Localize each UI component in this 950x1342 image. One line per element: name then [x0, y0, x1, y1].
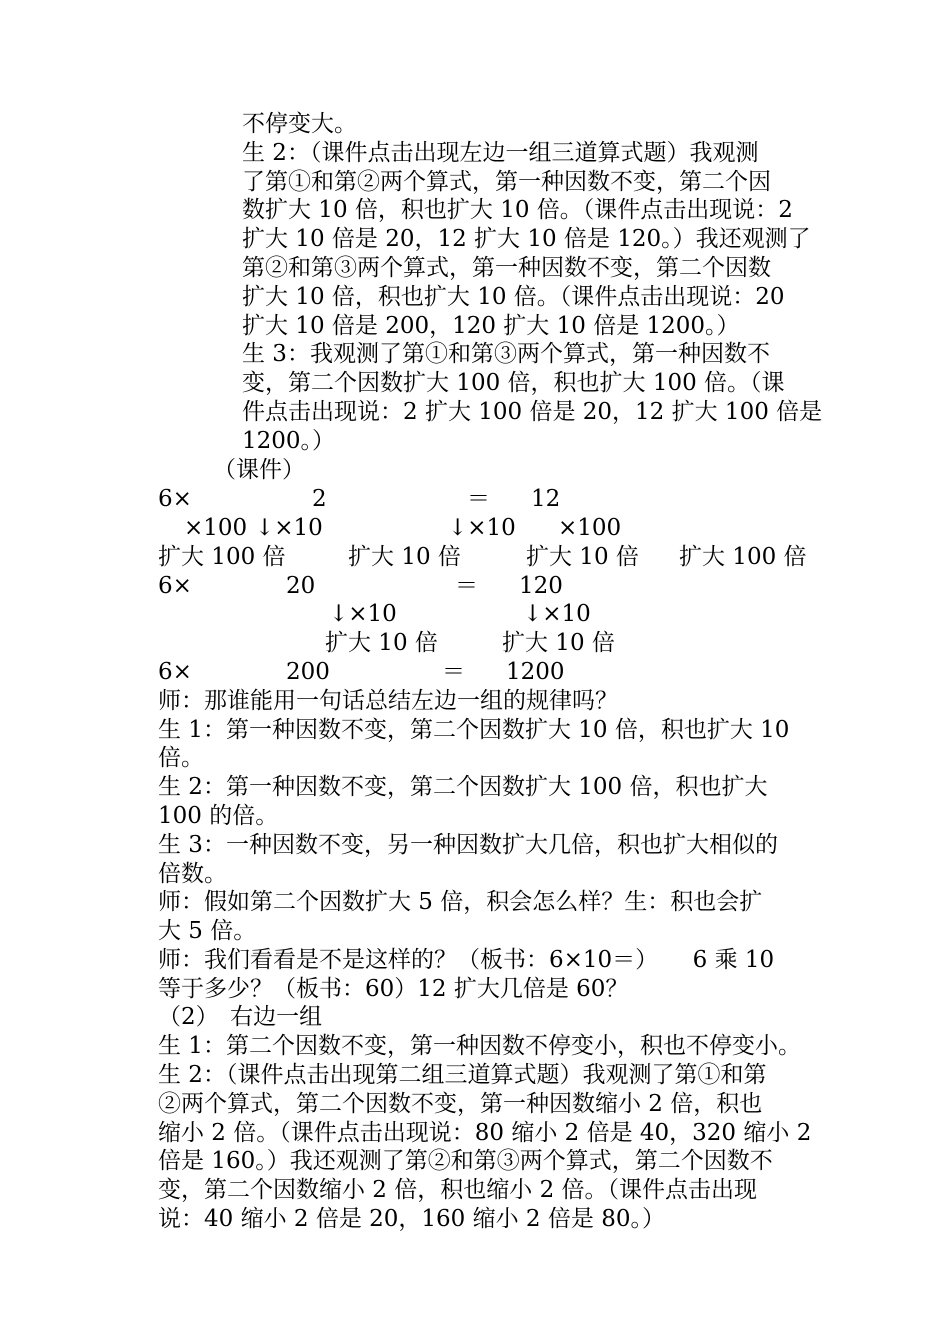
op-left-10: ↓×10	[255, 515, 323, 541]
label2-10x-left: 扩大 10 倍	[325, 630, 438, 656]
text-line: 数扩大 10 倍，积也扩大 10 倍。（课件点击出现说：2	[242, 197, 793, 223]
text-line: 师：我们看看是不是这样的？（板书：6×10＝） 6 乘 10	[158, 947, 775, 973]
text-line: 师：假如第二个因数扩大 5 倍，积会怎么样？生：积也会扩	[158, 889, 763, 915]
eq3-lhs: 6×	[158, 659, 192, 685]
text-line: 倍。	[158, 745, 204, 771]
text-line: 生 1：第一种因数不变，第二个因数扩大 10 倍，积也扩大 10	[158, 717, 790, 743]
text-line: 师：那谁能用一句话总结左边一组的规律吗？	[158, 688, 618, 714]
op2-right: ↓×10	[523, 601, 591, 627]
text-line: 扩大 10 倍是 20，12 扩大 10 倍是 120。）我还观测了	[242, 226, 811, 252]
label-100x-left: 扩大 100 倍	[158, 544, 286, 570]
text-line: 生 3：我观测了第①和第③两个算式，第一种因数不	[242, 341, 770, 367]
eq2-equals: ＝	[455, 573, 478, 599]
text-line: 缩小 2 倍。（课件点击出现说：80 缩小 2 倍是 40，320 缩小 2	[158, 1120, 812, 1146]
label2-10x-right: 扩大 10 倍	[502, 630, 615, 656]
text-line: 变，第二个因数扩大 100 倍，积也扩大 100 倍。（课	[242, 370, 785, 396]
text-line: 说：40 缩小 2 倍是 20，160 缩小 2 倍是 80。）	[158, 1206, 665, 1232]
text-line: 了第①和第②两个算式，第一种因数不变，第二个因	[242, 169, 771, 195]
text-line: 变，第二个因数缩小 2 倍，积也缩小 2 倍。（课件点击出现	[158, 1177, 758, 1203]
section-heading: （2） 右边一组	[158, 1004, 323, 1030]
op-right-10: ↓×10	[448, 515, 516, 541]
eq2-product: 120	[519, 573, 563, 599]
text-line: 扩大 10 倍，积也扩大 10 倍。（课件点击出现说：20	[242, 284, 785, 310]
text-line: 100 的倍。	[158, 803, 279, 829]
op-left-100: ×100	[184, 515, 248, 541]
eq3-product: 1200	[506, 659, 565, 685]
eq1-lhs: 6×	[158, 486, 192, 512]
eq1-product: 12	[531, 486, 561, 512]
eq1-equals: ＝	[467, 486, 490, 512]
text-line: 扩大 10 倍是 200，120 扩大 10 倍是 1200。）	[242, 313, 740, 339]
eq3-factor: 200	[286, 659, 330, 685]
text-line: 第②和第③两个算式，第一种因数不变，第二个因数	[242, 255, 771, 281]
text-line: 等于多少？（板书：60）12 扩大几倍是 60？	[158, 976, 629, 1002]
eq2-factor: 20	[286, 573, 316, 599]
op2-left: ↓×10	[329, 601, 397, 627]
text-line: ②两个算式，第二个因数不变，第一种因数缩小 2 倍，积也	[158, 1091, 763, 1117]
text-line: 1200。）	[242, 428, 336, 454]
text-line: 生 2：（课件点击出现左边一组三道算式题）我观测	[242, 140, 759, 166]
eq3-equals: ＝	[442, 659, 465, 685]
text-line: 生 3：一种因数不变，另一种因数扩大几倍，积也扩大相似的	[158, 832, 778, 858]
eq1-factor: 2	[312, 486, 327, 512]
text-line: 生 2：第一种因数不变，第二个因数扩大 100 倍，积也扩大	[158, 774, 768, 800]
label-10x-left: 扩大 10 倍	[348, 544, 461, 570]
text-line: 生 1：第二个因数不变，第一种因数不停变小，积也不停变小。	[158, 1033, 801, 1059]
label-10x-right: 扩大 10 倍	[526, 544, 639, 570]
text-line: 件点击出现说：2 扩大 100 倍是 20，12 扩大 100 倍是	[242, 399, 823, 425]
label-100x-right: 扩大 100 倍	[679, 544, 807, 570]
op-right-100: ×100	[558, 515, 622, 541]
text-line: 大 5 倍。	[158, 918, 257, 944]
courseware-label: （课件）	[213, 457, 305, 483]
text-line: 生 2：（课件点击出现第二组三道算式题）我观测了第①和第	[158, 1062, 767, 1088]
text-line: 不停变大。	[242, 111, 357, 137]
text-line: 倍是 160。）我还观测了第②和第③两个算式，第二个因数不	[158, 1148, 773, 1174]
text-line: 倍数。	[158, 861, 227, 887]
eq2-lhs: 6×	[158, 573, 192, 599]
